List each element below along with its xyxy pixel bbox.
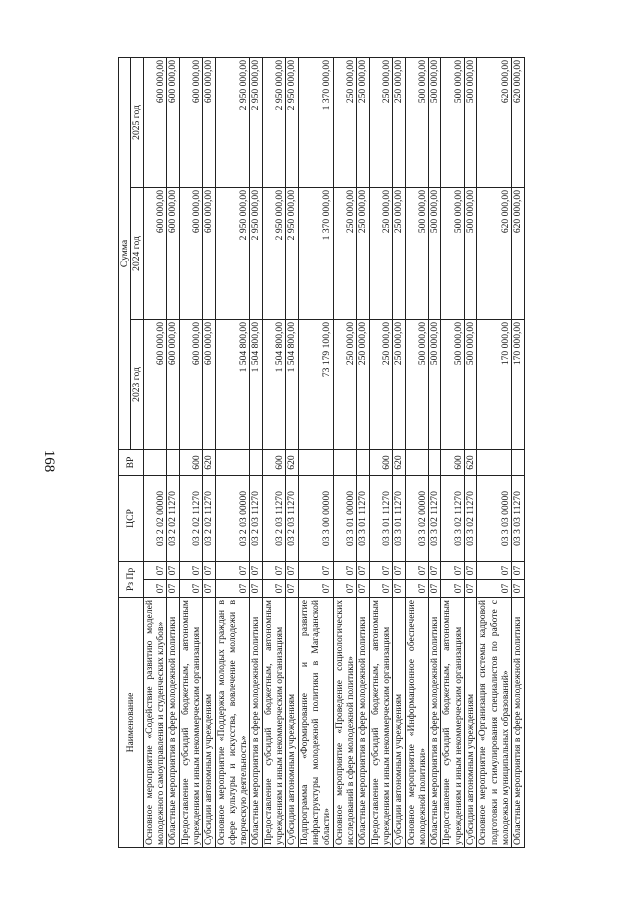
cell-name: Областные мероприятия в сфере молодежной политики bbox=[429, 598, 441, 848]
cell-2024: 1 370 000,00 bbox=[298, 188, 333, 320]
cell-2025: 250 000,00 bbox=[333, 57, 357, 187]
table-row bbox=[286, 57, 298, 847]
cell-2023: 250 000,00 bbox=[369, 320, 393, 450]
cell-csr: 03 3 00 00000 bbox=[298, 476, 333, 562]
cell-pr: 07 bbox=[333, 562, 357, 580]
cell-2024: 600 000,00 bbox=[179, 188, 203, 320]
cell-2023: 1 504 800,00 bbox=[262, 320, 286, 450]
cell-2023: 500 000,00 bbox=[405, 320, 429, 450]
cell-2024: 2 950 000,00 bbox=[215, 188, 250, 320]
cell-name: Областные мероприятия в сфере молодежной политики bbox=[357, 598, 369, 848]
cell-vr bbox=[143, 450, 167, 476]
budget-table bbox=[118, 57, 525, 848]
table-row bbox=[512, 57, 524, 847]
cell-pr: 07 bbox=[465, 562, 477, 580]
cell-2025: 2 950 000,00 bbox=[250, 57, 262, 187]
cell-pr: 07 bbox=[512, 562, 524, 580]
cell-2023: 250 000,00 bbox=[333, 320, 357, 450]
cell-csr: 03 3 01 11270 bbox=[369, 476, 393, 562]
cell-2025: 600 000,00 bbox=[167, 57, 179, 187]
cell-2024: 500 000,00 bbox=[441, 188, 465, 320]
cell-vr bbox=[429, 450, 441, 476]
cell-csr: 03 2 03 11270 bbox=[286, 476, 298, 562]
cell-csr: 03 3 01 11270 bbox=[357, 476, 369, 562]
cell-rz: 07 bbox=[179, 580, 203, 598]
table-row bbox=[250, 57, 262, 847]
cell-vr: 620 bbox=[393, 450, 405, 476]
cell-pr: 07 bbox=[357, 562, 369, 580]
cell-rz: 07 bbox=[357, 580, 369, 598]
cell-vr bbox=[250, 450, 262, 476]
cell-vr bbox=[167, 450, 179, 476]
cell-csr: 03 2 03 11270 bbox=[250, 476, 262, 562]
cell-2024: 500 000,00 bbox=[429, 188, 441, 320]
cell-name: Областные мероприятия в сфере молодежной политики bbox=[512, 598, 524, 848]
cell-vr: 600 bbox=[369, 450, 393, 476]
cell-2023: 600 000,00 bbox=[143, 320, 167, 450]
cell-pr: 07 bbox=[429, 562, 441, 580]
cell-2024: 620 000,00 bbox=[512, 188, 524, 320]
cell-2024: 2 950 000,00 bbox=[286, 188, 298, 320]
table-row bbox=[167, 57, 179, 847]
header-2025: 2025 год bbox=[131, 57, 143, 187]
cell-2025: 620 000,00 bbox=[512, 57, 524, 187]
cell-2024: 600 000,00 bbox=[167, 188, 179, 320]
cell-2024: 250 000,00 bbox=[369, 188, 393, 320]
cell-2025: 250 000,00 bbox=[369, 57, 393, 187]
header-vr: ВР bbox=[119, 450, 144, 476]
cell-name: Субсидии автономным учреждениям bbox=[286, 598, 298, 848]
cell-csr: 03 2 03 00000 bbox=[215, 476, 250, 562]
cell-csr: 03 3 02 11270 bbox=[429, 476, 441, 562]
table-row bbox=[298, 57, 333, 847]
cell-pr: 07 bbox=[250, 562, 262, 580]
header-sum: Сумма bbox=[119, 57, 131, 449]
cell-name: Субсидии автономным учреждениям bbox=[393, 598, 405, 848]
table-row bbox=[203, 57, 215, 847]
cell-pr: 07 bbox=[167, 562, 179, 580]
cell-name: Основное мероприятие «Поддержка молодых граждан в сфере культуры и искусства, вовлечение молодежи в творческую деятельность» bbox=[215, 598, 250, 848]
cell-2023: 600 000,00 bbox=[203, 320, 215, 450]
cell-rz: 07 bbox=[429, 580, 441, 598]
table-row bbox=[441, 57, 465, 847]
cell-rz: 07 bbox=[333, 580, 357, 598]
rotated-budget-table-container bbox=[118, 58, 526, 848]
cell-pr: 07 bbox=[286, 562, 298, 580]
cell-vr bbox=[298, 450, 333, 476]
cell-rz: 07 bbox=[369, 580, 393, 598]
cell-2024: 620 000,00 bbox=[477, 188, 512, 320]
cell-csr: 03 3 02 11270 bbox=[441, 476, 465, 562]
cell-csr: 03 3 01 00000 bbox=[333, 476, 357, 562]
cell-vr: 600 bbox=[262, 450, 286, 476]
cell-pr: 07 bbox=[298, 562, 333, 580]
cell-2023: 73 179 100,00 bbox=[298, 320, 333, 450]
table-row bbox=[405, 57, 429, 847]
cell-csr: 03 3 03 11270 bbox=[512, 476, 524, 562]
cell-pr: 07 bbox=[143, 562, 167, 580]
cell-2025: 250 000,00 bbox=[393, 57, 405, 187]
page-number: 168 bbox=[41, 449, 57, 473]
cell-pr: 07 bbox=[262, 562, 286, 580]
cell-2025: 250 000,00 bbox=[357, 57, 369, 187]
cell-name: Предоставление субсидий бюджетным, автономным учреждениям и иным некоммерческим организациям bbox=[441, 598, 465, 848]
cell-2024: 2 950 000,00 bbox=[250, 188, 262, 320]
cell-name: Субсидии автономным учреждениям bbox=[203, 598, 215, 848]
table-row bbox=[393, 57, 405, 847]
cell-rz: 07 bbox=[441, 580, 465, 598]
cell-2023: 250 000,00 bbox=[357, 320, 369, 450]
cell-csr: 03 2 03 11270 bbox=[262, 476, 286, 562]
cell-rz: 07 bbox=[405, 580, 429, 598]
header-2023: 2023 год bbox=[131, 320, 143, 450]
cell-2025: 600 000,00 bbox=[203, 57, 215, 187]
cell-vr: 600 bbox=[179, 450, 203, 476]
cell-2024: 250 000,00 bbox=[393, 188, 405, 320]
cell-rz: 07 bbox=[512, 580, 524, 598]
cell-2025: 620 000,00 bbox=[477, 57, 512, 187]
cell-2023: 250 000,00 bbox=[393, 320, 405, 450]
cell-pr: 07 bbox=[203, 562, 215, 580]
cell-2023: 600 000,00 bbox=[167, 320, 179, 450]
cell-csr: 03 2 02 11270 bbox=[179, 476, 203, 562]
cell-2023: 1 504 800,00 bbox=[215, 320, 250, 450]
cell-rz: 07 bbox=[286, 580, 298, 598]
table-row bbox=[369, 57, 393, 847]
cell-csr: 03 3 01 11270 bbox=[393, 476, 405, 562]
cell-2024: 600 000,00 bbox=[203, 188, 215, 320]
cell-2025: 2 950 000,00 bbox=[262, 57, 286, 187]
cell-2025: 500 000,00 bbox=[441, 57, 465, 187]
header-2024: 2024 год bbox=[131, 188, 143, 320]
cell-2023: 500 000,00 bbox=[465, 320, 477, 450]
cell-2025: 500 000,00 bbox=[465, 57, 477, 187]
cell-rz: 07 bbox=[203, 580, 215, 598]
cell-vr bbox=[215, 450, 250, 476]
cell-rz: 07 bbox=[477, 580, 512, 598]
cell-pr: 07 bbox=[441, 562, 465, 580]
cell-csr: 03 2 02 11270 bbox=[167, 476, 179, 562]
cell-name: Предоставление субсидий бюджетным, автономным учреждениям и иным некоммерческим организациям bbox=[179, 598, 203, 848]
cell-name: Областные мероприятия в сфере молодежной политики bbox=[250, 598, 262, 848]
cell-rz: 07 bbox=[167, 580, 179, 598]
cell-name: Предоставление субсидий бюджетным, автономным учреждениям и иным некоммерческим организациям bbox=[369, 598, 393, 848]
cell-2023: 600 000,00 bbox=[179, 320, 203, 450]
cell-2023: 500 000,00 bbox=[441, 320, 465, 450]
cell-rz: 07 bbox=[250, 580, 262, 598]
cell-vr bbox=[357, 450, 369, 476]
cell-2025: 600 000,00 bbox=[143, 57, 167, 187]
cell-pr: 07 bbox=[369, 562, 393, 580]
cell-2024: 600 000,00 bbox=[143, 188, 167, 320]
cell-2024: 250 000,00 bbox=[357, 188, 369, 320]
cell-rz: 07 bbox=[215, 580, 250, 598]
cell-2024: 2 950 000,00 bbox=[262, 188, 286, 320]
table-row bbox=[429, 57, 441, 847]
cell-vr bbox=[405, 450, 429, 476]
table-row bbox=[215, 57, 250, 847]
table-row bbox=[477, 57, 512, 847]
cell-2023: 1 504 800,00 bbox=[250, 320, 262, 450]
cell-name: Основное мероприятие «Организация системы кадровой подготовки и стимулирования специалистов по работе с молодежью муниципальных образований» bbox=[477, 598, 512, 848]
cell-vr: 620 bbox=[286, 450, 298, 476]
cell-rz: 07 bbox=[465, 580, 477, 598]
cell-pr: 07 bbox=[179, 562, 203, 580]
cell-vr bbox=[512, 450, 524, 476]
table-body bbox=[143, 57, 524, 847]
cell-vr: 600 bbox=[441, 450, 465, 476]
cell-rz: 07 bbox=[298, 580, 333, 598]
header-rz-pr: Рз Пр bbox=[119, 562, 144, 598]
cell-2025: 2 950 000,00 bbox=[215, 57, 250, 187]
cell-2023: 170 000,00 bbox=[477, 320, 512, 450]
cell-vr bbox=[477, 450, 512, 476]
cell-2023: 1 504 800,00 bbox=[286, 320, 298, 450]
cell-pr: 07 bbox=[393, 562, 405, 580]
header-csr: ЦСР bbox=[119, 476, 144, 562]
cell-2023: 170 000,00 bbox=[512, 320, 524, 450]
cell-name: Подпрограмма «Формирование и развитие инфраструктуры молодежной политики в Магаданской области» bbox=[298, 598, 333, 848]
cell-rz: 07 bbox=[262, 580, 286, 598]
cell-csr: 03 3 02 11270 bbox=[465, 476, 477, 562]
cell-2024: 250 000,00 bbox=[333, 188, 357, 320]
table-row bbox=[143, 57, 167, 847]
cell-pr: 07 bbox=[405, 562, 429, 580]
cell-2025: 1 370 000,00 bbox=[298, 57, 333, 187]
cell-name: Основное мероприятие «Информационное обеспечение молодежной политики» bbox=[405, 598, 429, 848]
table-row bbox=[333, 57, 357, 847]
cell-name: Предоставление субсидий бюджетным, автономным учреждениям и иным некоммерческим организациям bbox=[262, 598, 286, 848]
cell-csr: 03 2 02 11270 bbox=[203, 476, 215, 562]
cell-csr: 03 3 02 00000 bbox=[405, 476, 429, 562]
cell-vr bbox=[333, 450, 357, 476]
cell-2025: 2 950 000,00 bbox=[286, 57, 298, 187]
table-row bbox=[179, 57, 203, 847]
table-row bbox=[357, 57, 369, 847]
cell-2024: 500 000,00 bbox=[465, 188, 477, 320]
header-name: Наименование bbox=[119, 598, 144, 848]
cell-name: Областные мероприятия в сфере молодежной политики bbox=[167, 598, 179, 848]
cell-csr: 03 3 03 00000 bbox=[477, 476, 512, 562]
cell-pr: 07 bbox=[215, 562, 250, 580]
cell-pr: 07 bbox=[477, 562, 512, 580]
cell-vr: 620 bbox=[465, 450, 477, 476]
cell-2025: 500 000,00 bbox=[429, 57, 441, 187]
cell-vr: 620 bbox=[203, 450, 215, 476]
cell-rz: 07 bbox=[393, 580, 405, 598]
cell-name: Субсидии автономным учреждениям bbox=[465, 598, 477, 848]
cell-name: Основное мероприятие «Содействие развитию моделей молодежного самоуправления и студенческих клубов» bbox=[143, 598, 167, 848]
table-row bbox=[262, 57, 286, 847]
table-header bbox=[119, 57, 144, 847]
cell-2025: 600 000,00 bbox=[179, 57, 203, 187]
cell-2024: 500 000,00 bbox=[405, 188, 429, 320]
cell-csr: 03 2 02 00000 bbox=[143, 476, 167, 562]
cell-name: Основное мероприятие «Проведение социологических исследований в сфере молодежной политики» bbox=[333, 598, 357, 848]
cell-rz: 07 bbox=[143, 580, 167, 598]
table-row bbox=[465, 57, 477, 847]
cell-2025: 500 000,00 bbox=[405, 57, 429, 187]
cell-2023: 500 000,00 bbox=[429, 320, 441, 450]
